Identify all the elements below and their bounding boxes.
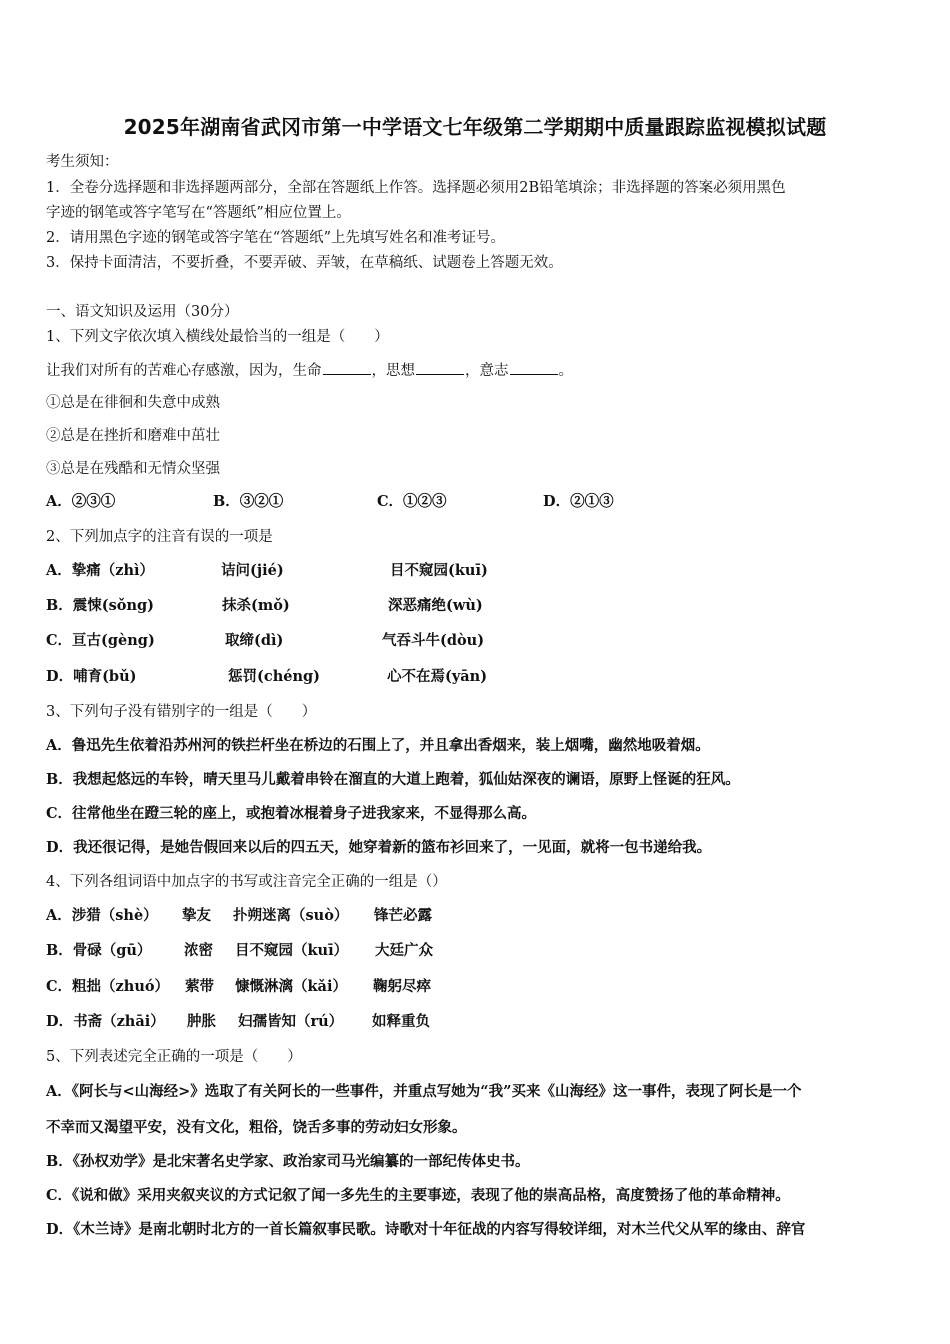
q1-option-c: C．①②③	[377, 493, 447, 510]
q4-option-d-1: D．书斋（zhāi）	[46, 1013, 165, 1030]
q4-option-c-1: C．粗拙（zhuó）	[46, 978, 170, 995]
q2-option-d-2: 惩罚(chéng)	[228, 668, 320, 685]
q3-stem: 3、下列句子没有错别字的一组是（ ）	[46, 704, 317, 720]
q1-sentence-part-c: ，意志	[465, 363, 509, 379]
q1-sentence	[46, 360, 573, 381]
q2-option-d-1: D．哺育(bǔ)	[46, 668, 137, 685]
q5-option-c: C．《说和做》采用夹叙夹议的方式记叙了闻一多先生的主要事迹，表现了他的崇高品格，高度赞扬了他的革命精神。	[46, 1187, 790, 1204]
q4-option-a-3: 扑朔迷离（suò）	[233, 907, 349, 924]
q4-option-a-1: A．涉猎（shè）	[46, 907, 158, 924]
q4-stem: 4、下列各组词语中加点字的书写或注音完全正确的一组是（）	[46, 874, 447, 890]
notice-line-1b: 字迹的钢笔或答字笔写在“答题纸”相应位置上。	[46, 205, 351, 221]
q1-option-d: D．②①③	[543, 493, 614, 510]
q4-option-d-4: 如释重负	[372, 1013, 430, 1030]
q1-blank-1	[323, 360, 371, 375]
q5-stem: 5、下列表述完全正确的一项是（ ）	[46, 1049, 302, 1065]
q3-option-b: B．我想起悠远的车铃，晴天里马儿戴着串铃在溜直的大道上跑着，狐仙姑深夜的谰语，原野上怪诞的狂风。	[46, 771, 740, 788]
q5-option-a-line-2: 不幸而又渴望平安，没有文化，粗俗，饶舌多事的劳动妇女形象。	[46, 1119, 467, 1136]
q1-sentence-part-d: 。	[558, 363, 573, 379]
q1-item-3: ③总是在残酷和无情众坚强	[46, 461, 220, 477]
q1-option-b: B．③②①	[213, 493, 284, 510]
q1-sentence-part-b: ，思想	[371, 363, 415, 379]
q2-option-a-2: 诘问(jié)	[221, 562, 284, 579]
q4-option-c-3: 慷慨淋漓（kǎi）	[235, 978, 347, 995]
q4-option-b-1: B．骨碌（gū）	[46, 942, 152, 959]
q3-option-d: D．我还很记得，是她告假回来以后的四五天，她穿着新的篮布衫回来了，一见面，就将一包书递给我。	[46, 839, 712, 856]
q2-option-b-3: 深恶痛绝(wù)	[388, 597, 483, 614]
q4-option-b-4: 大廷广众	[375, 942, 433, 959]
q2-option-c-3: 气吞斗牛(dòu)	[382, 632, 485, 649]
q2-option-c-1: C．亘古(gèng)	[46, 632, 155, 649]
q5-option-b: B．《孙权劝学》是北宋著名史学家、政治家司马光编纂的一部纪传体史书。	[46, 1153, 530, 1170]
notice-line-2: 2．请用黑色字迹的钢笔或答字笔在“答题纸”上先填写姓名和准考证号。	[46, 230, 506, 246]
q4-option-b-2: 浓密	[184, 942, 213, 959]
q3-option-a: A．鲁迅先生依着沿苏州河的铁拦杆坐在桥边的石围上了，并且拿出香烟来，装上烟嘴，幽然地吸着烟。	[46, 737, 710, 754]
page-title: 2025年湖南省武冈市第一中学语文七年级第二学期期中质量跟踪监视模拟试题	[123, 115, 827, 139]
q2-option-a-1: A．挚痛（zhì）	[46, 562, 155, 579]
q5-option-a-line-1: A．《阿长与<山海经>》选取了有关阿长的一些事件，并重点写她为“我”买来《山海经》这一事件，表现了阿长是一个	[46, 1083, 802, 1100]
q2-option-d-3: 心不在焉(yān)	[387, 668, 488, 685]
q4-option-a-4: 锋芒必露	[374, 907, 432, 924]
q1-blank-2	[416, 360, 464, 375]
notice-heading: 考生须知：	[46, 154, 119, 170]
q1-item-1: ①总是在徘徊和失意中成熟	[46, 395, 220, 411]
q4-option-b-3: 目不窥园（kuī）	[235, 942, 349, 959]
q2-option-c-2: 取缔(dì)	[225, 632, 284, 649]
section-heading: 一、语文知识及运用（30分）	[46, 304, 239, 320]
q2-stem: 2、下列加点字的注音有误的一项是	[46, 529, 273, 545]
q1-blank-3	[510, 360, 558, 375]
q4-option-d-3: 妇孺皆知（rú）	[238, 1013, 344, 1030]
q1-option-a: A．②③①	[46, 493, 116, 510]
q4-option-c-2: 萦带	[185, 978, 214, 995]
q2-option-a-3: 目不窥园(kuī)	[390, 562, 488, 579]
q2-option-b-1: B．震悚(sǒng)	[46, 597, 154, 614]
q4-option-c-4: 鞠躬尽瘁	[373, 978, 431, 995]
q5-option-d: D．《木兰诗》是南北朝时北方的一首长篇叙事民歌。诗歌对十年征战的内容写得较详细，对木兰代父从军的缘由、辞官	[46, 1221, 806, 1238]
q4-option-a-2: 挚友	[182, 907, 211, 924]
q4-option-d-2: 肿胀	[187, 1013, 216, 1030]
q1-item-2: ②总是在挫折和磨难中茁壮	[46, 428, 220, 444]
q1-sentence-part-a: 让我们对所有的苦难心存感激，因为，生命	[46, 363, 322, 379]
notice-line-3: 3．保持卡面清洁，不要折叠，不要弄破、弄皱，在草稿纸、试题卷上答题无效。	[46, 255, 563, 271]
notice-line-1a: 1．全卷分选择题和非选择题两部分，全部在答题纸上作答。选择题必须用2B铅笔填涂；非选择题的答案必须用黑色	[46, 180, 786, 196]
q1-stem: 1、下列文字依次填入横线处最恰当的一组是（ ）	[46, 329, 389, 345]
q3-option-c: C．往常他坐在蹬三轮的座上，或抱着冰棍着身子进我家来，不显得那么高。	[46, 805, 537, 822]
q2-option-b-2: 抹杀(mǒ)	[222, 597, 290, 614]
